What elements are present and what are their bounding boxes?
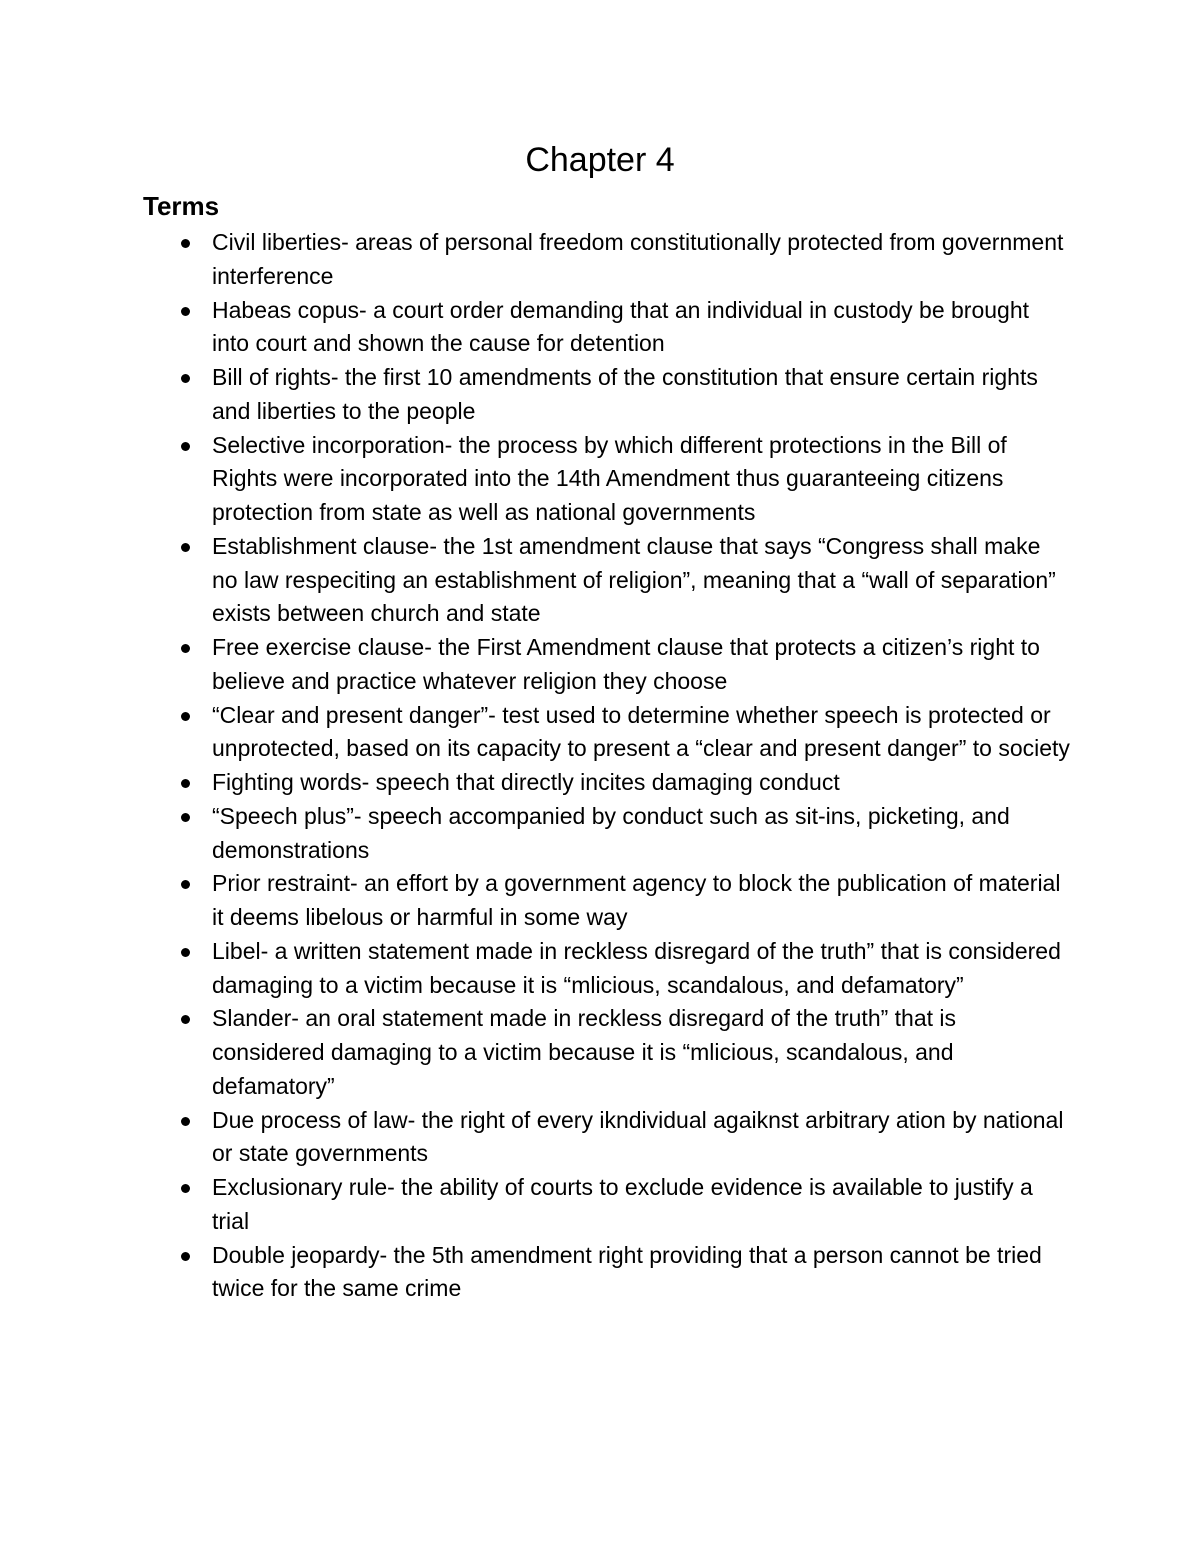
bullet-icon — [181, 543, 190, 552]
term-text: Double jeopardy- the 5th amendment right providing that a person cannot be tried twice for the same crime — [212, 1241, 1042, 1302]
term-text: “Speech plus”- speech accompanied by conduct such as sit-ins, picketing, and demonstrations — [212, 802, 1010, 863]
term-text: Exclusionary rule- the ability of courts to exclude evidence is available to justify a trial — [212, 1174, 1033, 1234]
list-item — [212, 1002, 1072, 1103]
list-item — [212, 867, 1072, 935]
list-item — [212, 294, 1072, 362]
term-text: Fighting words- speech that directly incites damaging conduct — [212, 769, 840, 795]
term-text: Establishment clause- the 1st amendment clause that says “Congress shall make no law respeciting an establishment of religion”, meaning that a “wall of separation” exists between church and state — [212, 532, 1056, 627]
term-text: Bill of rights- the first 10 amendments of the constitution that ensure certain rights and liberties to the people — [212, 364, 1038, 424]
bullet-icon — [181, 307, 190, 316]
list-item — [212, 800, 1072, 868]
list-item — [212, 429, 1072, 530]
bullet-icon — [181, 880, 190, 889]
list-item — [212, 766, 1072, 800]
bullet-icon — [181, 1184, 190, 1193]
bullet-icon — [181, 644, 190, 653]
term-text: Prior restraint- an effort by a government agency to block the publication of material it deems libelous or harmful in some way — [212, 870, 1061, 930]
bullet-icon — [181, 1015, 190, 1024]
term-text: Civil liberties- areas of personal freedom constitutionally protected from government interference — [212, 229, 1064, 289]
term-text: “Clear and present danger”- test used to determine whether speech is protected or unprotected, based on its capacity to present a “clear and present danger” to society — [212, 701, 1070, 762]
list-item — [212, 361, 1072, 429]
list-item — [212, 530, 1072, 631]
list-item — [212, 226, 1072, 294]
list-item — [212, 1171, 1072, 1239]
section-heading-terms: Terms — [143, 191, 220, 221]
bullet-icon — [181, 442, 190, 451]
bullet-icon — [181, 712, 190, 721]
list-item — [212, 935, 1072, 1003]
term-text: Libel- a written statement made in reckless disregard of the truth” that is considered damaging to a victim because it is “mlicious, scandalous, and defamatory” — [212, 937, 1061, 998]
bullet-icon — [181, 779, 190, 788]
bullet-icon — [181, 239, 190, 248]
term-text: Free exercise clause- the First Amendment clause that protects a citizen’s right to believe and practice whatever religion they choose — [212, 634, 1040, 694]
bullet-icon — [181, 1252, 190, 1261]
bullet-icon — [181, 813, 190, 822]
list-item — [212, 631, 1072, 699]
term-text: Due process of law- the right of every ikndividual agaiknst arbitrary ation by national or state governments — [212, 1106, 1064, 1167]
terms-list — [212, 226, 1072, 1306]
list-item — [212, 1104, 1072, 1172]
bullet-icon — [181, 1117, 190, 1126]
list-item — [212, 1239, 1072, 1307]
term-text: Slander- an oral statement made in reckless disregard of the truth” that is considered damaging to a victim because it is “mlicious, scandalous, and defamatory” — [212, 1005, 957, 1099]
bullet-icon — [181, 948, 190, 957]
list-item — [212, 699, 1072, 767]
page-title: Chapter 4 — [525, 141, 675, 179]
term-text: Habeas copus- a court order demanding that an individual in custody be brought into court and shown the cause for detention — [212, 296, 1030, 357]
bullet-icon — [181, 374, 190, 383]
term-text: Selective incorporation- the process by which different protections in the Bill of Rights were incorporated into the 14th Amendment thus guaranteeing citizens protection from state as well as national governments — [212, 431, 1007, 525]
